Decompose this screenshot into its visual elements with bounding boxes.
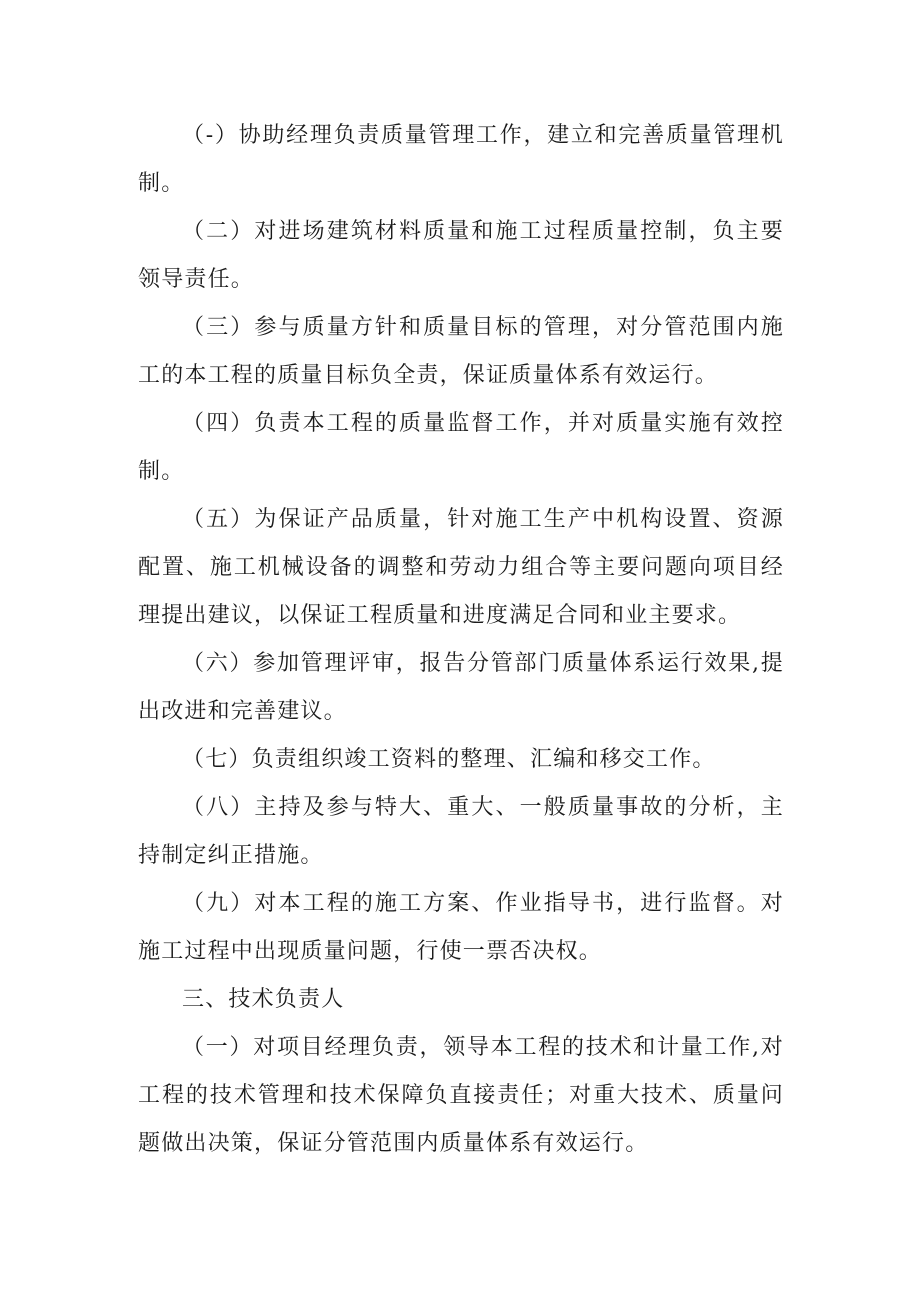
section-paragraph-1: （一）对项目经理负责，领导本工程的技术和计量工作,对工程的技术管理和技术保障负直接责任；对重大技术、质量问题做出决策，保证分管范围内质量体系有效运行。 (138, 1035, 784, 1156)
paragraph-8: （八）主持及参与特大、重大、一般质量事故的分析，主持制定纠正措施。 (138, 795, 784, 868)
document-body (138, 112, 784, 1168)
paragraph-4: （四）负责本工程的质量监督工作，并对质量实施有效控制。 (138, 411, 784, 484)
paragraph-2: （二）对进场建筑材料质量和施工过程质量控制，负主要领导责任。 (138, 219, 784, 292)
paragraph-3: （三）参与质量方针和质量目标的管理，对分管范围内施工的本工程的质量目标负全责，保证质量体系有效运行。 (138, 315, 784, 388)
paragraph-5: （五）为保证产品质量，针对施工生产中机构设置、资源配置、施工机械设备的调整和劳动力组合等主要问题向项目经理提出建议，以保证工程质量和进度满足合同和业主要求。 (138, 507, 784, 628)
paragraph-6: （六）参加管理评审，报告分管部门质量体系运行效果,提出改进和完善建议。 (138, 651, 784, 724)
paragraph-1: （-）协助经理负责质量管理工作，建立和完善质量管理机制。 (138, 123, 784, 196)
paragraph-9: （九）对本工程的施工方案、作业指导书，进行监督。对施工过程中出现质量问题，行使一票否决权。 (138, 891, 784, 964)
section-heading: 三、技术负责人 (182, 987, 345, 1012)
paragraph-7: （七）负责组织竣工资料的整理、汇编和移交工作。 (182, 747, 716, 772)
